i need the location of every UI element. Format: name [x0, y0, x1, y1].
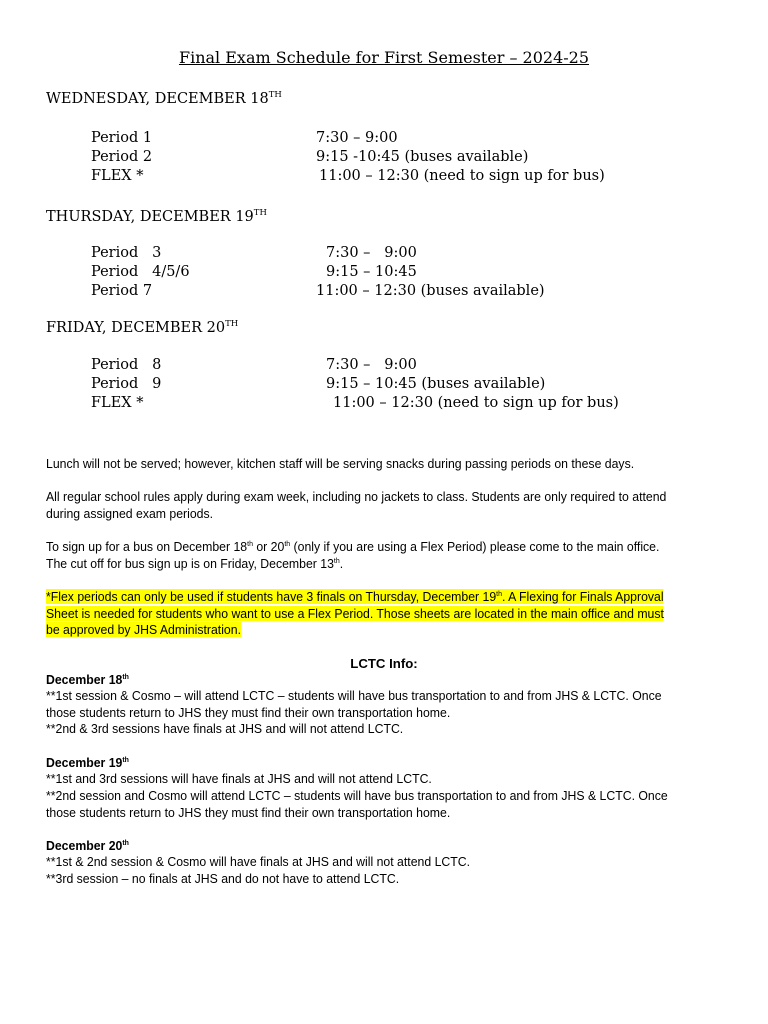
bus-note-text: .	[339, 555, 344, 571]
lctc-line: **2nd session and Cosmo will attend LCTC – students will have bus transportation to and from JHS & LCTC. Once those students return to JHS they must find their own transportation home.	[46, 788, 668, 820]
day-heading-text: FRIDAY, DECEMBER 20	[46, 320, 226, 336]
flex-note-sup: th	[496, 589, 503, 598]
bus-note-sup: th	[333, 555, 340, 565]
lctc-date-sup: th	[122, 838, 129, 847]
lctc-date-dec19	[46, 755, 129, 770]
flex-period-note	[46, 589, 678, 639]
schedule-period: Period 1	[91, 130, 153, 146]
bus-note-sup: th	[247, 539, 253, 548]
bus-signup-note	[46, 539, 678, 572]
bus-note-text: (only if you are using a Flex Period) please come to the main office. The cut off for bus sign up is on Friday, December 13	[46, 539, 660, 571]
day-heading-sup: TH	[268, 90, 282, 100]
bus-note-text: To sign up for a bus on December 18	[46, 539, 248, 554]
schedule-period: Period 7	[91, 283, 153, 299]
schedule-time: 11:00 – 12:30 (need to sign up for bus)	[333, 395, 619, 411]
lctc-line: **2nd & 3rd sessions have finals at JHS and will not attend LCTC.	[46, 721, 404, 736]
lctc-heading: LCTC Info:	[350, 656, 418, 671]
lunch-note: Lunch will not be served; however, kitchen staff will be serving snacks during passing periods on these days.	[46, 456, 635, 471]
lctc-date-text: December 19	[46, 755, 123, 770]
rules-note: All regular school rules apply during exam week, including no jackets to class. Students are only required to attend during assigned exam periods.	[46, 489, 667, 521]
schedule-period: Period 8	[91, 357, 162, 373]
flex-note-text: *Flex periods can only be used if students have 3 finals on Thursday, December 19	[46, 589, 497, 604]
schedule-time: 7:30 – 9:00	[326, 357, 417, 373]
day-heading-wednesday	[46, 90, 282, 107]
lctc-line: **3rd session – no finals at JHS and do not have to attend LCTC.	[46, 871, 400, 886]
schedule-time: 11:00 – 12:30 (buses available)	[316, 283, 545, 299]
day-heading-thursday	[46, 208, 267, 225]
schedule-time: 7:30 – 9:00	[316, 130, 398, 146]
lctc-date-sup: th	[122, 755, 129, 764]
lctc-date-dec18	[46, 672, 129, 687]
flex-note-highlight	[46, 589, 664, 637]
schedule-period: Period 9	[91, 376, 162, 392]
bus-note-sup: th	[284, 539, 291, 548]
lctc-date-text: December 20	[46, 838, 123, 853]
schedule-period: FLEX *	[91, 168, 144, 184]
schedule-time: 7:30 – 9:00	[326, 245, 417, 261]
day-heading-text: WEDNESDAY, DECEMBER 18	[46, 91, 269, 107]
lctc-line: **1st and 3rd sessions will have finals at JHS and will not attend LCTC.	[46, 771, 432, 786]
lctc-date-dec20	[46, 838, 129, 853]
page-title: Final Exam Schedule for First Semester – 2024-25	[178, 48, 590, 67]
lctc-date-sup: th	[122, 672, 129, 681]
schedule-time: 9:15 -10:45 (buses available)	[316, 149, 529, 165]
bus-note-text: or 20	[252, 539, 285, 554]
lctc-date-text: December 18	[46, 672, 123, 687]
schedule-time: 11:00 – 12:30 (need to sign up for bus)	[319, 168, 605, 184]
lctc-line: **1st session & Cosmo – will attend LCTC – students will have bus transportation to and from JHS & LCTC. Once those students return to JHS they must find their own transportation home.	[46, 688, 662, 720]
schedule-period: Period 3	[91, 245, 162, 261]
day-heading-sup: TH	[225, 319, 239, 329]
schedule-period: Period 2	[91, 149, 153, 165]
schedule-time: 9:15 – 10:45	[326, 264, 417, 280]
schedule-period: Period 4/5/6	[91, 264, 190, 280]
schedule-time: 9:15 – 10:45 (buses available)	[326, 376, 546, 392]
day-heading-friday	[46, 319, 238, 336]
schedule-period: FLEX *	[91, 395, 144, 411]
flex-note-text: . A Flexing for Finals Approval Sheet is needed for students who want to use a Flex Period. Those sheets are located in the main office and must be approved by JHS Administration.	[46, 589, 664, 637]
lctc-line: **1st & 2nd session & Cosmo will have finals at JHS and will not attend LCTC.	[46, 854, 471, 869]
day-heading-sup: TH	[253, 208, 267, 218]
day-heading-text: THURSDAY, DECEMBER 19	[46, 209, 254, 225]
